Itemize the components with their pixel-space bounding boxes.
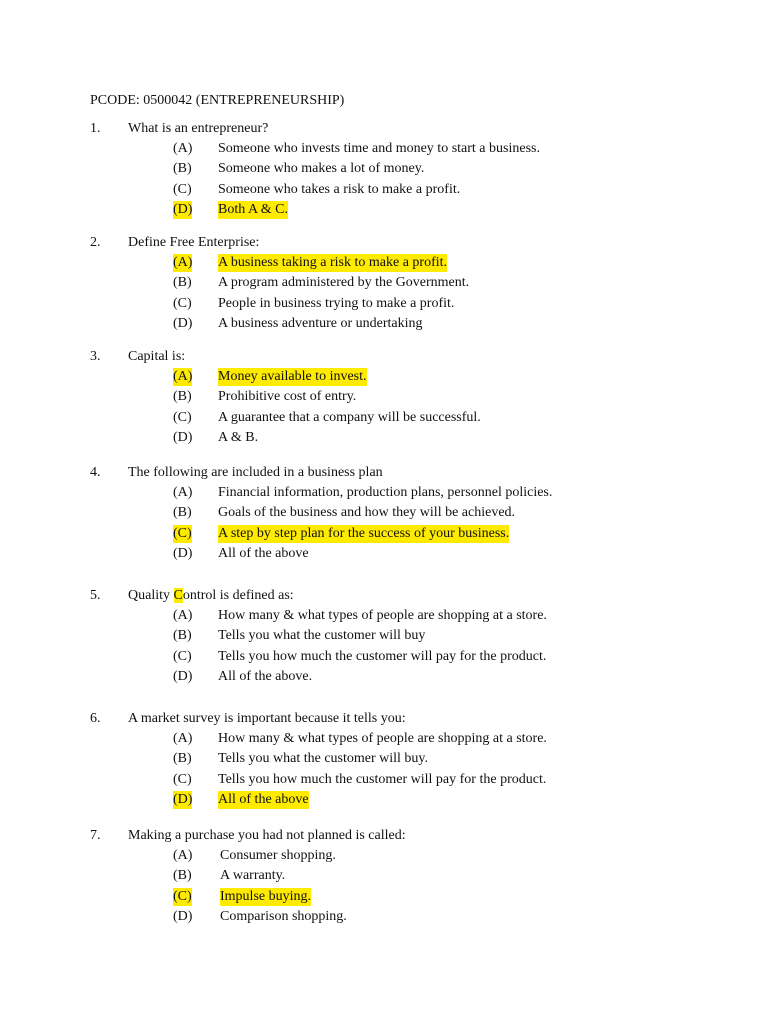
question-3 <box>90 348 730 450</box>
option-a <box>90 607 730 627</box>
question-line <box>90 710 730 730</box>
option-c <box>90 771 730 791</box>
option-letter: (A) <box>173 608 193 623</box>
question-6 <box>90 710 730 812</box>
question-number: 7. <box>90 828 101 843</box>
option-b <box>90 750 730 770</box>
option-text: Comparison shopping. <box>220 909 347 925</box>
option-text: A business adventure or undertaking <box>218 316 423 332</box>
question-text <box>128 587 294 605</box>
option-d <box>90 545 730 565</box>
question-line <box>90 827 730 847</box>
option-d <box>90 315 730 335</box>
option-text: Tells you how much the customer will pay for the product. <box>218 648 547 664</box>
option-c-answer <box>90 525 730 545</box>
question-line <box>90 587 730 607</box>
question-line <box>90 120 730 140</box>
option-text: A business taking a risk to make a profit. <box>218 255 448 270</box>
question-text: Making a purchase you had not planned is called: <box>128 828 406 843</box>
option-text: All of the above <box>218 546 309 562</box>
option-letter: (C) <box>173 409 192 425</box>
question-line <box>90 234 730 254</box>
option-d-answer <box>90 201 730 221</box>
question-text: The following are included in a business plan <box>128 465 383 480</box>
option-c <box>90 181 730 201</box>
option-d <box>90 429 730 449</box>
option-text: Consumer shopping. <box>220 848 336 863</box>
option-text: A guarantee that a company will be successful. <box>218 409 481 425</box>
option-letter: (B) <box>173 275 192 291</box>
option-b <box>90 160 730 180</box>
question-text: Define Free Enterprise: <box>128 235 260 250</box>
question-1 <box>90 120 730 222</box>
option-b <box>90 504 730 524</box>
option-text: Someone who makes a lot of money. <box>218 161 425 177</box>
question-text: A market survey is important because it tells you: <box>128 711 406 726</box>
option-letter: (D) <box>173 316 193 332</box>
question-text: What is an entrepreneur? <box>128 121 269 136</box>
option-letter: (A) <box>173 485 193 500</box>
option-d <box>90 908 730 928</box>
document-header: PCODE: 0500042 (ENTREPRENEURSHIP) <box>90 93 345 108</box>
option-c <box>90 648 730 668</box>
question-number: 1. <box>90 121 101 136</box>
option-text: A program administered by the Government. <box>218 275 470 291</box>
option-letter: (B) <box>173 751 192 767</box>
option-text: Tells you how much the customer will pay for the product. <box>218 771 547 787</box>
option-text: Tells you what the customer will buy. <box>218 751 429 767</box>
option-text: All of the above. <box>218 669 313 685</box>
option-text: Someone who invests time and money to start a business. <box>218 141 540 156</box>
question-number: 4. <box>90 465 101 480</box>
option-letter: (B) <box>173 868 192 884</box>
option-b <box>90 274 730 294</box>
question-line <box>90 464 730 484</box>
option-a <box>90 140 730 160</box>
option-text: Both A & C. <box>218 202 289 218</box>
option-letter: (B) <box>173 628 192 644</box>
option-c-answer <box>90 888 730 908</box>
option-d <box>90 668 730 688</box>
option-letter: (D) <box>173 909 193 925</box>
option-text: Financial information, production plans, personnel policies. <box>218 485 553 500</box>
option-letter: (A) <box>173 369 193 384</box>
option-letter: (C) <box>173 295 192 311</box>
question-number: 3. <box>90 349 101 364</box>
option-text: Prohibitive cost of entry. <box>218 389 357 405</box>
option-text: A & B. <box>218 430 259 446</box>
option-letter: (A) <box>173 255 193 270</box>
option-letter: (D) <box>173 546 193 562</box>
option-letter: (D) <box>173 669 193 685</box>
option-text: Tells you what the customer will buy <box>218 628 426 644</box>
option-letter: (A) <box>173 731 193 746</box>
option-c <box>90 409 730 429</box>
question-text-start: Quality <box>128 588 174 603</box>
question-5 <box>90 587 730 689</box>
option-letter: (B) <box>173 389 192 405</box>
option-text: All of the above <box>218 792 309 808</box>
option-letter: (D) <box>173 430 193 446</box>
question-number: 6. <box>90 711 101 726</box>
question-7 <box>90 827 730 929</box>
option-a-answer <box>90 368 730 388</box>
option-a <box>90 730 730 750</box>
option-letter: (D) <box>173 792 193 808</box>
option-text: A warranty. <box>220 868 286 884</box>
question-4 <box>90 464 730 566</box>
option-letter: (C) <box>173 771 192 787</box>
option-text: People in business trying to make a profit. <box>218 295 455 311</box>
option-letter: (C) <box>173 888 192 904</box>
option-text: Someone who takes a risk to make a profit. <box>218 181 461 197</box>
question-number: 2. <box>90 235 101 250</box>
option-text: A step by step plan for the success of your business. <box>218 525 510 541</box>
question-text: Capital is: <box>128 349 186 364</box>
option-letter: (B) <box>173 505 192 521</box>
question-2 <box>90 234 730 336</box>
option-text: Impulse buying. <box>220 888 311 904</box>
option-letter: (A) <box>173 141 193 156</box>
option-a <box>90 847 730 867</box>
option-b <box>90 627 730 647</box>
option-b <box>90 388 730 408</box>
option-b <box>90 867 730 887</box>
option-c <box>90 295 730 315</box>
question-text-highlight: C <box>173 588 183 603</box>
option-text: How many & what types of people are shopping at a store. <box>218 608 547 623</box>
option-letter: (B) <box>173 161 192 177</box>
option-letter: (A) <box>173 848 193 863</box>
option-text: How many & what types of people are shopping at a store. <box>218 731 547 746</box>
option-text: Goals of the business and how they will be achieved. <box>218 505 516 521</box>
option-letter: (C) <box>173 525 192 541</box>
option-d-answer <box>90 791 730 811</box>
question-line <box>90 348 730 368</box>
question-text-end: ontrol is defined as: <box>182 588 294 603</box>
option-letter: (D) <box>173 202 193 218</box>
option-a <box>90 484 730 504</box>
option-letter: (C) <box>173 648 192 664</box>
option-text: Money available to invest. <box>218 369 367 384</box>
option-letter: (C) <box>173 181 192 197</box>
question-number: 5. <box>90 588 101 603</box>
option-a-answer <box>90 254 730 274</box>
